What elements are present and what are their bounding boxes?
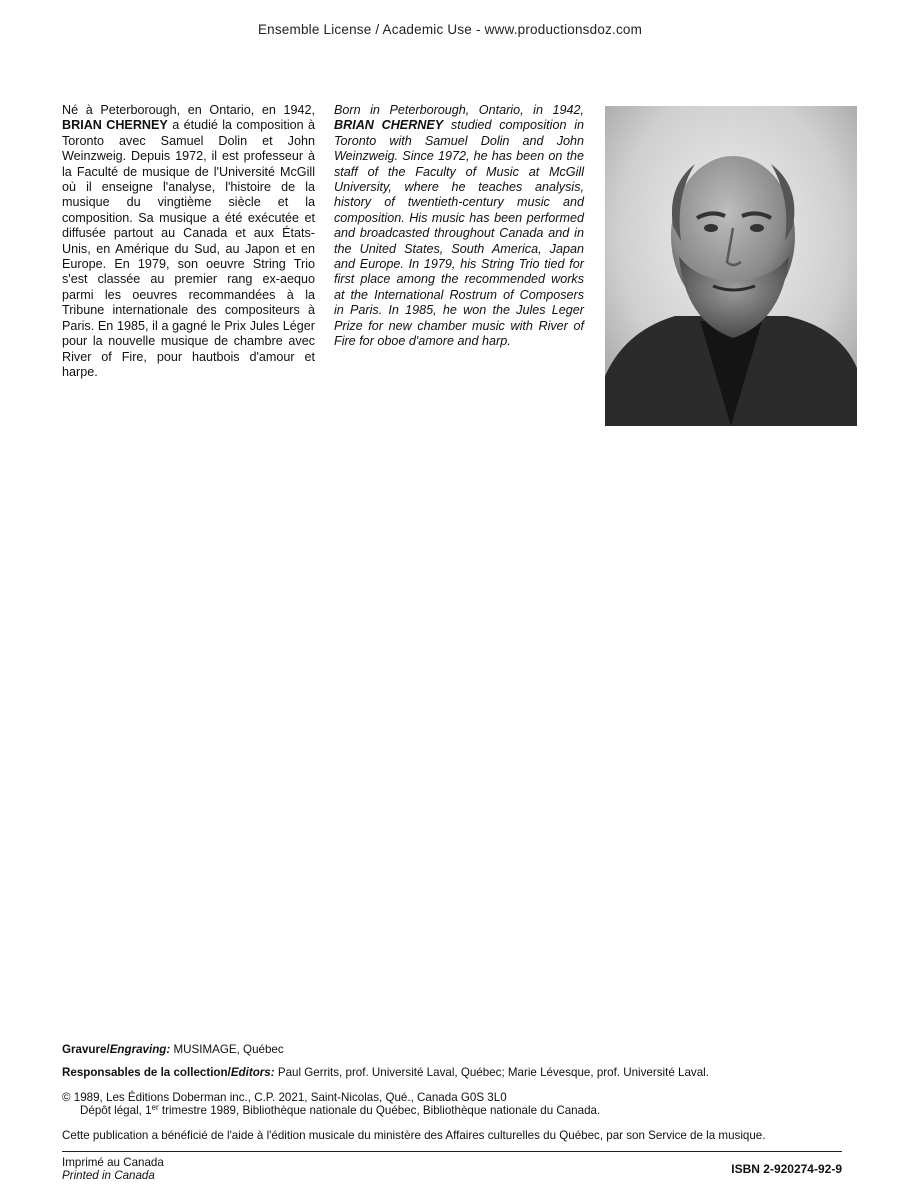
engraving-label: [62, 1043, 170, 1056]
credit-engraving: [62, 1043, 842, 1057]
engraving-label-fr: Gravure/: [62, 1043, 110, 1056]
bio-en-body: studied composition in Toronto with Samuel Dolin and John Weinzweig. Since 1972, he has been on the staff of the Faculty of Music at McGill University, where he teaches analysis, history of twentieth-century music and composition. His music has been performed and broadcasted throughout Canada and in the United States, South America, Japan and Europe. In 1979, his String Trio tied for first place among the recommended works at the International Rostrum of Composers in Paris. In 1985, he won the Jules Leger Prize for new chamber music with River of Fire for oboe d'amore and harp.: [334, 118, 584, 349]
printed-en: Printed in Canada: [62, 1169, 155, 1182]
isbn-number: ISBN 2-920274-92-9: [731, 1162, 842, 1176]
license-header: Ensemble License / Academic Use - www.productionsdoz.com: [257, 22, 643, 37]
credit-editors: [62, 1066, 842, 1080]
editors-value: Paul Gerrits, prof. Université Laval, Québec; Marie Lévesque, prof. Université Laval.: [274, 1066, 709, 1079]
engraving-value: MUSIMAGE, Québec: [170, 1043, 284, 1056]
legal-deposit: [80, 1104, 860, 1118]
copyright-notice: © 1989, Les Éditions Doberman inc., C.P. 2021, Saint-Nicolas, Qué., Canada G0S 3L0: [62, 1091, 507, 1104]
biography-french: [62, 103, 315, 380]
bio-en-intro: Born in Peterborough, Ontario, in 1942,: [334, 103, 584, 117]
depot-superscript: er: [151, 1103, 159, 1112]
printed-in: [62, 1156, 164, 1182]
depot-prefix: Dépôt légal, 1: [80, 1104, 152, 1117]
depot-suffix: trimestre 1989, Bibliothèque nationale du Québec, Bibliothèque nationale du Canada.: [158, 1104, 601, 1117]
engraving-label-en: Engraving:: [109, 1043, 171, 1056]
footer-divider: [62, 1151, 842, 1152]
bio-fr-composer-name: BRIAN CHERNEY: [62, 118, 168, 133]
printed-fr: Imprimé au Canada: [62, 1156, 164, 1169]
composer-portrait-photo: [605, 106, 857, 426]
editors-label-fr: Responsables de la collection/: [62, 1066, 231, 1079]
portrait-photo-icon: [605, 106, 857, 426]
biography-english: [334, 103, 584, 350]
bio-en-composer-name: BRIAN CHERNEY: [334, 118, 444, 133]
funding-acknowledgement: Cette publication a bénéficié de l'aide à l'édition musicale du ministère des Affaires culturelles du Québec, par son Service de la musique.: [62, 1129, 766, 1142]
editors-label-en: Editors:: [230, 1066, 275, 1079]
bio-fr-body: a étudié la composition à Toronto avec Samuel Dolin et John Weinzweig. Depuis 1972, il est professeur à la Faculté de musique de l'Université McGill où il enseigne l'analyse, l'histoire de la musique du vingtième siècle et la composition. Sa musique a été exécutée et diffusée partout au Canada et aux États-Unis, en Amérique du Sud, au Japon et en Europe. En 1979, son oeuvre String Trio s'est classée au premier rang ex-aequo parmi les oeuvres recommandées à la Tribune internationale des compositeurs à Paris. En 1985, il a gagné le Prix Jules Léger pour la nouvelle musique de chambre avec River of Fire, pour hautbois d'amour et harpe.: [62, 118, 315, 379]
bio-fr-intro: Né à Peterborough, en Ontario, en 1942,: [62, 103, 315, 117]
editors-label: [62, 1066, 275, 1079]
